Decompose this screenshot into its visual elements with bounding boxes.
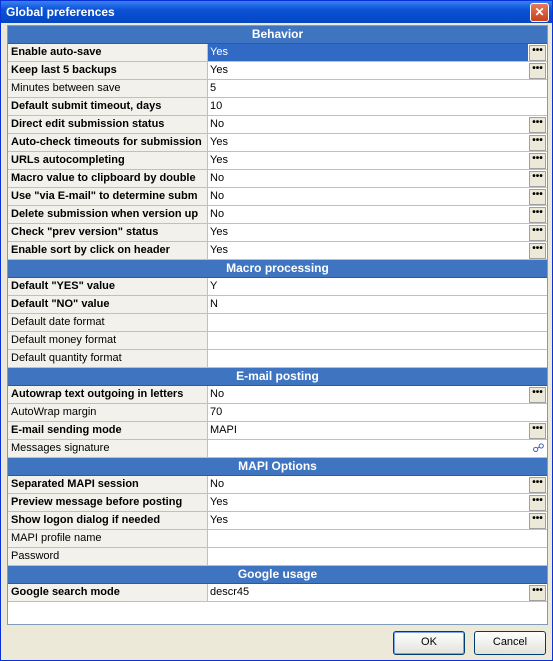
property-row[interactable] <box>8 116 547 134</box>
property-label: Separated MAPI session <box>8 476 208 493</box>
property-value[interactable]: Yes <box>210 514 228 526</box>
property-row[interactable] <box>8 494 547 512</box>
property-label: Auto-check timeouts for submission <box>8 134 208 151</box>
property-value[interactable]: N <box>210 298 218 310</box>
property-row[interactable] <box>8 224 547 242</box>
property-label: Enable sort by click on header <box>8 242 208 259</box>
property-value[interactable] <box>208 332 528 349</box>
property-row[interactable] <box>8 134 547 152</box>
close-icon[interactable]: ✕ <box>530 3 549 22</box>
property-value[interactable]: No <box>210 388 225 400</box>
property-label: AutoWrap margin <box>8 404 208 421</box>
section-header-mapi-options: MAPI Options <box>8 458 547 476</box>
property-row[interactable] <box>8 584 547 602</box>
ellipsis-button[interactable]: ••• <box>529 423 546 439</box>
property-label: Use "via E-mail" to determine subm <box>8 188 208 205</box>
property-row[interactable] <box>8 512 547 530</box>
ellipsis-button[interactable]: ••• <box>529 387 546 403</box>
title-bar[interactable] <box>1 1 552 23</box>
property-value[interactable] <box>208 314 528 331</box>
property-row[interactable] <box>8 386 547 404</box>
property-value[interactable]: Yes <box>210 154 228 166</box>
property-label: E-mail sending mode <box>8 422 208 439</box>
section-header-macro-processing: Macro processing <box>8 260 547 278</box>
ellipsis-button[interactable]: ••• <box>529 171 546 187</box>
property-label: Delete submission when version up <box>8 206 208 223</box>
property-label: Default quantity format <box>8 350 208 367</box>
property-row[interactable] <box>8 548 547 566</box>
property-value[interactable]: Yes <box>210 64 228 76</box>
ellipsis-button[interactable]: ••• <box>529 585 546 601</box>
property-row[interactable] <box>8 422 547 440</box>
property-label: Messages signature <box>8 440 208 457</box>
ellipsis-button[interactable]: ••• <box>529 135 546 151</box>
property-value[interactable]: No <box>210 208 225 220</box>
property-label: Default money format <box>8 332 208 349</box>
property-label: Default "NO" value <box>8 296 208 313</box>
signature-editor-icon[interactable]: ☍ <box>532 441 545 455</box>
ellipsis-button[interactable]: ••• <box>529 513 546 529</box>
property-label: Direct edit submission status <box>8 116 208 133</box>
ellipsis-button[interactable]: ••• <box>529 63 546 79</box>
section-header-google-usage: Google usage <box>8 566 547 584</box>
section-header-behavior: Behavior <box>8 26 547 44</box>
property-row[interactable] <box>8 404 547 422</box>
cancel-button[interactable]: Cancel <box>474 631 546 655</box>
property-row[interactable] <box>8 98 547 116</box>
property-row[interactable] <box>8 350 547 368</box>
property-value[interactable]: 70 <box>210 406 223 418</box>
property-row[interactable] <box>8 188 547 206</box>
property-row[interactable] <box>8 314 547 332</box>
property-value[interactable] <box>208 548 528 565</box>
property-label: Google search mode <box>8 584 208 601</box>
property-value[interactable]: No <box>210 190 225 202</box>
property-value[interactable]: No <box>210 172 225 184</box>
property-value[interactable]: No <box>210 478 225 490</box>
ellipsis-button[interactable]: ••• <box>529 477 546 493</box>
property-label: Default date format <box>8 314 208 331</box>
property-label: Default "YES" value <box>8 278 208 295</box>
ellipsis-button[interactable]: ••• <box>529 207 546 223</box>
window-title: Global preferences <box>6 5 115 19</box>
property-value[interactable]: No <box>210 118 225 130</box>
property-value[interactable] <box>208 350 528 367</box>
property-value[interactable]: Yes <box>208 44 528 61</box>
ellipsis-button[interactable]: ••• <box>529 495 546 511</box>
property-label: MAPI profile name <box>8 530 208 547</box>
property-label: Autowrap text outgoing in letters <box>8 386 208 403</box>
property-row[interactable] <box>8 440 547 458</box>
ellipsis-button[interactable]: ••• <box>529 153 546 169</box>
property-value[interactable]: Yes <box>210 244 228 256</box>
property-value[interactable]: 5 <box>210 82 217 94</box>
ellipsis-button[interactable]: ••• <box>529 117 546 133</box>
property-label: Keep last 5 backups <box>8 62 208 79</box>
property-row[interactable] <box>8 80 547 98</box>
property-value[interactable]: Yes <box>210 226 228 238</box>
property-row[interactable] <box>8 170 547 188</box>
property-label: Enable auto-save <box>8 44 208 61</box>
property-grid <box>7 25 548 625</box>
ellipsis-button[interactable]: ••• <box>529 45 546 61</box>
property-label: Password <box>8 548 208 565</box>
ellipsis-button[interactable]: ••• <box>529 225 546 241</box>
property-label: Show logon dialog if needed <box>8 512 208 529</box>
property-row[interactable] <box>8 332 547 350</box>
property-row[interactable] <box>8 152 547 170</box>
property-row[interactable] <box>8 44 547 62</box>
property-label: URLs autocompleting <box>8 152 208 169</box>
property-row[interactable] <box>8 242 547 260</box>
property-value[interactable]: Y <box>210 280 218 292</box>
property-label: Macro value to clipboard by double <box>8 170 208 187</box>
property-value[interactable] <box>208 440 528 457</box>
property-row[interactable] <box>8 206 547 224</box>
ellipsis-button[interactable]: ••• <box>529 189 546 205</box>
property-value[interactable] <box>208 530 528 547</box>
property-row[interactable] <box>8 530 547 548</box>
property-value[interactable]: MAPI <box>210 424 237 436</box>
property-row[interactable] <box>8 62 547 80</box>
property-label: Preview message before posting <box>8 494 208 511</box>
property-value[interactable]: Yes <box>210 496 228 508</box>
property-row[interactable] <box>8 296 547 314</box>
ok-button[interactable]: OK <box>393 631 465 655</box>
property-label: Default submit timeout, days <box>8 98 208 115</box>
section-header-e-mail-posting: E-mail posting <box>8 368 547 386</box>
property-row[interactable] <box>8 278 547 296</box>
property-value[interactable]: 10 <box>210 100 223 112</box>
ellipsis-button[interactable]: ••• <box>529 243 546 259</box>
property-label: Check "prev version" status <box>8 224 208 241</box>
property-label: Minutes between save <box>8 80 208 97</box>
property-value[interactable]: descr45 <box>210 586 250 598</box>
property-value[interactable]: Yes <box>210 136 228 148</box>
property-row[interactable] <box>8 476 547 494</box>
